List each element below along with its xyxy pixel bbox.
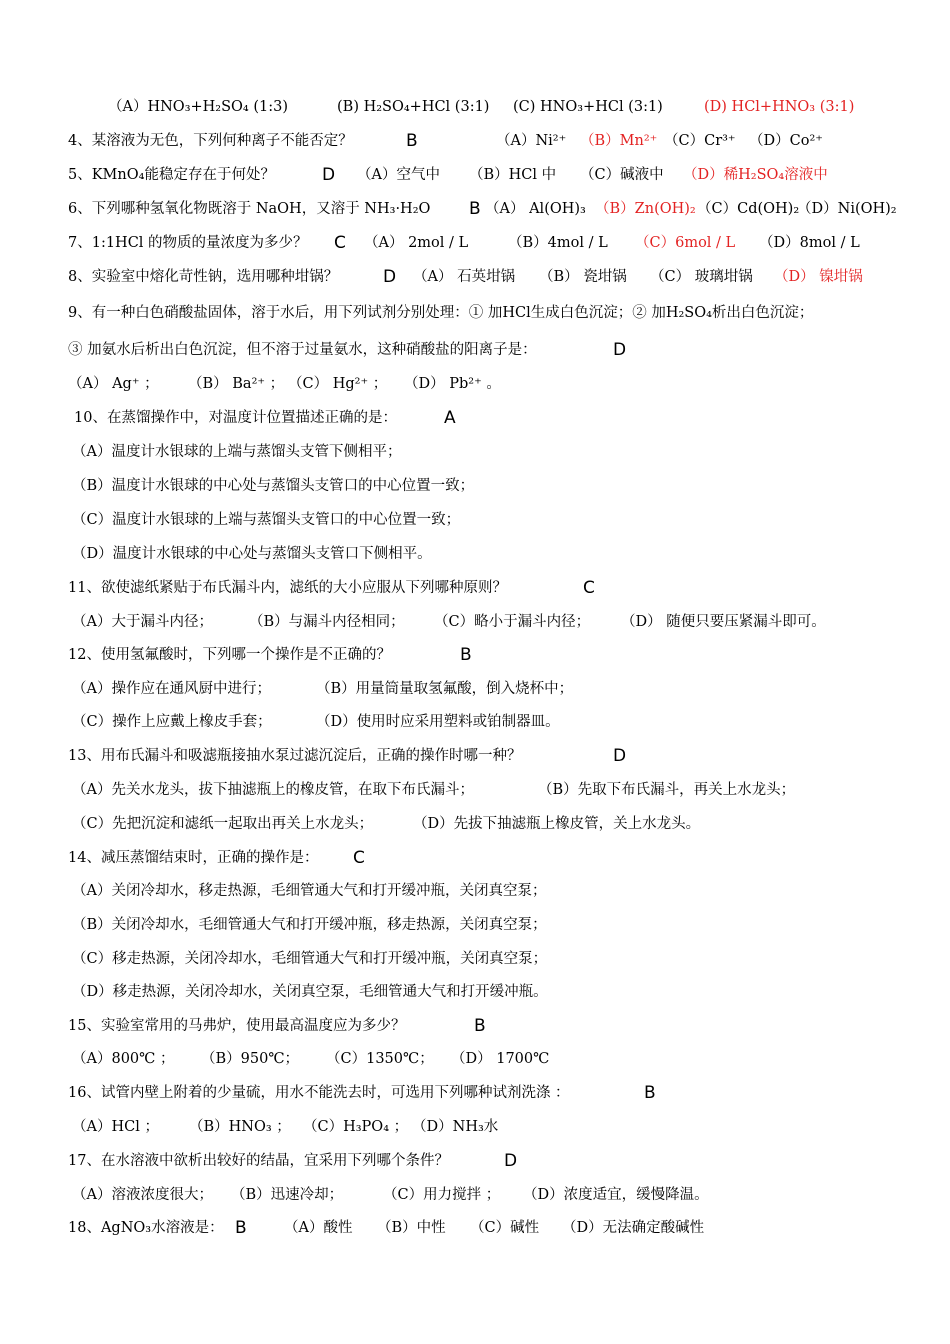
text-segment: （D）移走热源，关闭冷却水，关闭真空泵，毛细管通大气和打开缓冲瓶。 [72,984,548,1000]
text-segment: （A）800℃ ； [72,1051,175,1067]
text-segment: （D）NH₃水 [412,1119,499,1135]
correct-option-text: （B）Zn(OH)₂ [595,201,696,217]
text-segment: （D）Ni(OH)₂ [797,201,897,217]
text-segment: 13、用布氏漏斗和吸滤瓶接抽水泵过滤沉淀后，正确的操作时哪一种？ [68,748,522,764]
answer-letter: B [460,645,472,665]
correct-option-text: (D) HCl+HNO₃ (3:1) [704,99,855,115]
text-segment: （D）温度计水银球的中心处与蒸馏头支管口下侧相平。 [72,546,432,562]
text-segment: （D） Pb²⁺ 。 [404,376,501,392]
answer-letter: D [504,1151,518,1171]
text-segment: （B）HCl 中 [469,167,557,183]
text-segment: 5、KMnO₄能稳定存在于何处？ [68,167,275,183]
text-segment: （A）大于漏斗内径； [72,614,213,630]
text-segment: 15、实验室常用的马弗炉，使用最高温度应为多少？ [68,1018,406,1034]
text-segment: （B）950℃； [201,1051,300,1067]
text-segment: 10、在蒸馏操作中，对温度计位置描述正确的是： [74,410,397,426]
text-segment: 6、下列哪种氢氧化物既溶于 NaOH，又溶于 NH₃·H₂O [68,201,431,217]
text-segment: （B）温度计水银球的中心处与蒸馏头支管口的中心位置一致； [72,478,475,494]
text-segment: （A） 2mol / L [364,235,469,251]
text-segment: 4、某溶液为无色，下列何种离子不能否定？ [68,133,353,149]
text-segment: （B） 瓷坩锅 [539,269,627,285]
answer-letter: B [469,199,481,219]
text-segment: （C）Cr³⁺ [664,133,736,149]
text-segment: （C）略小于漏斗内径； [434,614,591,630]
text-segment: （A）温度计水银球的上端与蒸馏头支管下侧相平； [72,444,402,460]
text-segment: （A）Ni²⁺ [496,133,567,149]
text-segment: （D） 1700℃ [451,1051,550,1067]
text-segment: (C) HNO₃+HCl (3:1) [513,99,663,115]
text-segment: （D）浓度适宜，缓慢降温。 [523,1187,709,1203]
text-segment: 7、1:1HCl 的物质的量浓度为多少？ [68,235,308,251]
text-segment: （A） 石英坩锅 [413,269,516,285]
text-segment: （A）关闭冷却水，移走热源，毛细管通大气和打开缓冲瓶，关闭真空泵； [72,883,547,899]
text-segment: （B）迅速冷却； [231,1187,344,1203]
text-segment: （A） Ag⁺ ； [68,376,159,392]
answer-letter: C [334,233,346,253]
text-segment: （D）8mol / L [759,235,860,251]
text-segment: （A）HCl ； [72,1119,159,1135]
answer-letter: D [322,165,336,185]
text-segment: 11、欲使滤纸紧贴于布氏漏斗内，滤纸的大小应服从下列哪种原则？ [68,580,507,596]
text-segment: （B） Ba²⁺ ； [188,376,285,392]
text-segment: （B）与漏斗内径相同； [249,614,405,630]
text-segment: （A）溶液浓度很大； [72,1187,213,1203]
text-segment: 17、在水溶液中欲析出较好的结晶，宜采用下列哪个条件？ [68,1153,449,1169]
text-segment: （D）使用时应采用塑料或铂制器皿。 [316,714,560,730]
text-segment: 12、使用氢氟酸时，下列哪一个操作是不正确的？ [68,647,391,663]
text-segment: （C） Hg²⁺ ； [288,376,388,392]
text-segment: （C）先把沉淀和滤纸一起取出再关上水龙头； [72,816,374,832]
text-segment: （D）先拔下抽滤瓶上橡皮管，关上水龙头。 [413,816,701,832]
text-segment: （C）操作上应戴上橡皮手套； [72,714,272,730]
text-segment: （C）碱液中 [580,167,664,183]
answer-letter: B [406,131,418,151]
text-segment: （D）无法确定酸碱性 [562,1220,705,1236]
text-segment: （C）碱性 [470,1220,540,1236]
text-segment: （B）关闭冷却水，毛细管通大气和打开缓冲瓶，移走热源，关闭真空泵； [72,917,547,933]
answer-letter: B [474,1016,486,1036]
text-segment: ③ 加氨水后析出白色沉淀，但不溶于过量氨水，这种硝酸盐的阳离子是： [68,342,537,358]
correct-option-text: （D） 镍坩锅 [774,269,863,285]
answer-letter: D [613,340,627,360]
answer-letter: B [644,1083,656,1103]
answer-letter: C [353,848,365,868]
text-segment: (B) H₂SO₄+HCl (3:1) [337,99,490,115]
text-segment: （A）酸性 [284,1220,353,1236]
text-segment: （C） 玻璃坩锅 [650,269,753,285]
text-segment: （A）先关水龙头，拔下抽滤瓶上的橡皮管，在取下布氏漏斗； [72,782,474,798]
text-segment: （B）用量筒量取氢氟酸，倒入烧杯中； [316,681,574,697]
text-segment: （B）中性 [377,1220,446,1236]
text-segment: （C）移走热源，关闭冷却水，毛细管通大气和打开缓冲瓶，关闭真空泵； [72,951,548,967]
text-segment: （B）HNO₃ ； [189,1119,291,1135]
text-segment: （B）4mol / L [508,235,608,251]
text-segment: 9、有一种白色硝酸盐固体，溶于水后，用下列试剂分别处理：① 加HCl生成白色沉淀；② 加H₂SO₄析出白色沉淀； [68,305,814,321]
text-segment: （D）Co²⁺ [749,133,823,149]
correct-option-text: （C）6mol / L [635,235,736,251]
text-segment: 14、减压蒸馏结束时，正确的操作是： [68,850,319,866]
text-segment: 16、试管内壁上附着的少量硫，用水不能洗去时，可选用下列哪种试剂洗涤 ： [68,1085,570,1101]
text-segment: （C）用力搅拌 ； [383,1187,501,1203]
text-segment: 8、实验室中熔化苛性钠，选用哪种坩锅？ [68,269,339,285]
text-segment: （A）空气中 [357,167,440,183]
answer-letter: A [444,408,456,428]
text-segment: （D） 随便只要压紧漏斗即可。 [621,614,826,630]
text-segment: 18、AgNO₃水溶液是： [68,1220,224,1236]
text-segment: （C）1350℃； [326,1051,434,1067]
text-segment: （C）温度计水银球的上端与蒸馏头支管口的中心位置一致； [72,512,461,528]
answer-letter: B [235,1218,247,1238]
text-segment: （B）先取下布氏漏斗，再关上水龙头； [538,782,796,798]
answer-letter: D [383,267,397,287]
answer-letter: D [613,746,627,766]
text-segment: （A） Al(OH)₃ [485,201,586,217]
correct-option-text: （B）Mn²⁺ [580,133,658,149]
text-segment: （A）操作应在通风厨中进行； [72,681,271,697]
answer-letter: C [583,578,595,598]
text-segment: （C）H₃PO₄ ； [303,1119,409,1135]
text-segment: （C）Cd(OH)₂ [697,201,800,217]
correct-option-text: （D）稀H₂SO₄溶液中 [683,167,828,183]
text-segment: （A）HNO₃+H₂SO₄ (1:3) [108,99,289,115]
